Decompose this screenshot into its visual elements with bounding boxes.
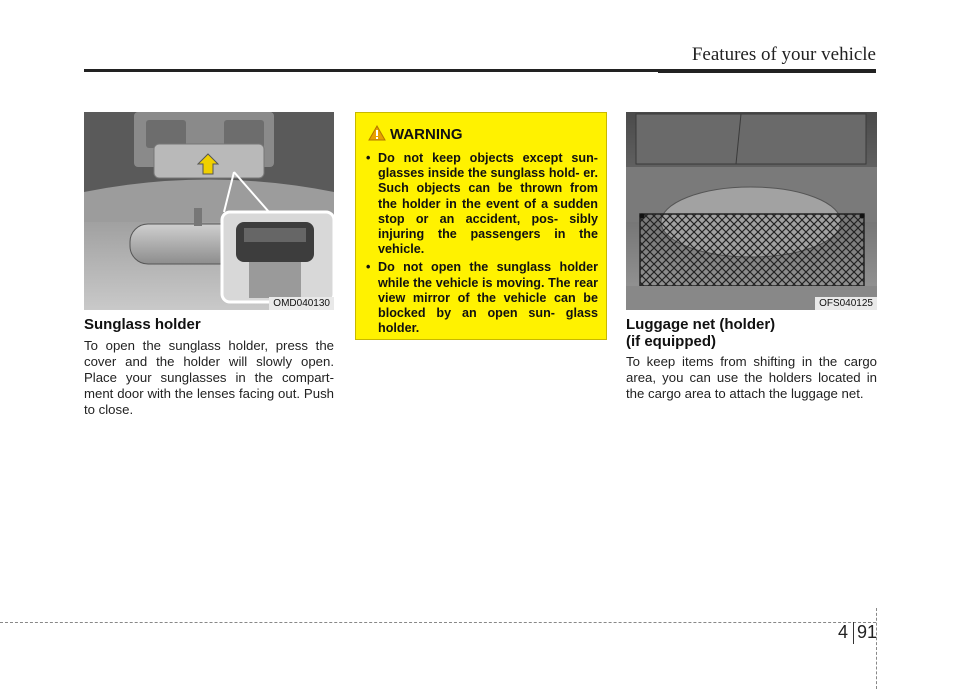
- warning-triangle-icon: [368, 125, 386, 141]
- figure-code: OFS040125: [815, 297, 877, 310]
- header-rule-accent: [658, 69, 876, 73]
- sunglass-holder-heading: Sunglass holder: [84, 316, 201, 333]
- sunglass-holder-drawing: [84, 112, 334, 310]
- footer-dashed-rule: [0, 622, 876, 623]
- warning-title: WARNING: [390, 126, 463, 143]
- page-number-divider: [853, 622, 854, 644]
- warning-list: [356, 151, 608, 339]
- luggage-net-illustration: [626, 112, 877, 310]
- figure-code: OMD040130: [269, 297, 334, 310]
- luggage-net-heading: Luggage net (holder): [626, 316, 776, 333]
- header-rule: [84, 69, 658, 72]
- luggage-net-subheading: (if equipped): [626, 333, 716, 350]
- warning-item: • Do not keep objects except sun- glasses inside the sunglass hold- er. Such objects can be thrown from the holder in the event of a sudden stop or an accident, pos- sibly injuring the passengers in the vehicle.: [378, 151, 598, 257]
- luggage-net-drawing: [626, 112, 877, 310]
- warning-item: • Do not open the sunglass holder while the vehicle is moving. The rear view mirror of the vehicle can be blocked by an open sun- glass holder.: [378, 260, 598, 336]
- sunglass-holder-illustration: [84, 112, 334, 310]
- footer-vertical-rule: [876, 608, 877, 689]
- chapter-number: 4: [838, 622, 849, 642]
- page-number: 91: [857, 622, 878, 642]
- sunglass-holder-body: To open the sunglass holder, press the cover and the holder will slowly open. Place your sunglasses in the compart- ment door with the lenses facing out. Push to close.: [84, 338, 334, 417]
- section-header-title: Features of your vehicle: [691, 44, 876, 65]
- warning-box: [355, 112, 607, 340]
- luggage-net-body: To keep items from shifting in the cargo area, you can use the holders located in the cargo area to attach the luggage net.: [626, 354, 877, 401]
